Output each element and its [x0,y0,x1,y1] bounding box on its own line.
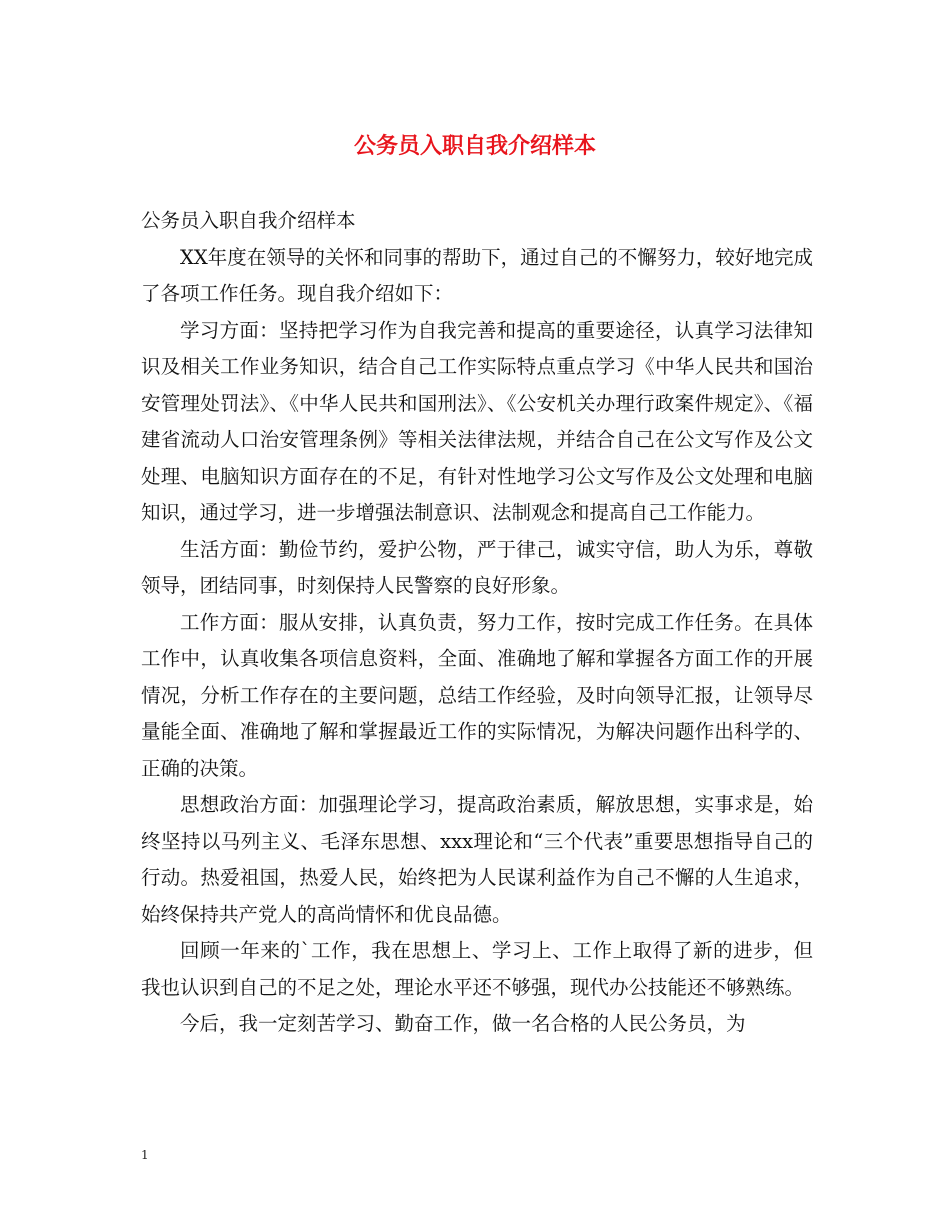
document-body [141,203,813,1043]
paragraph-politics: 思想政治方面：加强理论学习，提高政治素质，解放思想，实事求是，始终坚持以马列主义、毛泽东思想、xxx理论和“三个代表”重要思想指导自己的行动。热爱祖国，热爱人民，始终把为人民谋利益作为自己不懈的人生追求，始终保持共产党人的高尚情怀和优良品德。 [141,793,813,926]
paragraph-review: 回顾一年来的`工作，我在思想上、学习上、工作上取得了新的进步，但我也认识到自己的不足之处，理论水平还不够强，现代办公技能还不够熟练。 [141,939,813,999]
paragraph-work: 工作方面：服从安排，认真负责，努力工作，按时完成工作任务。在具体工作中，认真收集各项信息资料，全面、准确地了解和掌握各方面工作的开展情况，分析工作存在的主要问题，总结工作经验，及时向领导汇报，让领导尽量能全面、准确地了解和掌握最近工作的实际情况，为解决问题作出科学的、正确的决策。 [141,610,813,780]
paragraph-study: 学习方面：坚持把学习作为自我完善和提高的重要途径，认真学习法律知识及相关工作业务知识，结合自己工作实际特点重点学习《中华人民共和国治安管理处罚法》、《中华人民共和国刑法》、《公安机关办理行政案件规定》、《福建省流动人口治安管理条例》等相关法律法规，并结合自己在公文写作及公文处理、电脑知识方面存在的不足，有针对性地学习公文写作及公文处理和电脑知识，通过学习，进一步增强法制意识、法制观念和提高自己工作能力。 [141,318,813,524]
document-title: 公务员入职自我介绍样本 [353,133,596,159]
paragraph-life: 生活方面：勤俭节约，爱护公物，严于律己，诚实守信，助人为乐，尊敬领导，团结同事，时刻保持人民警察的良好形象。 [141,537,813,597]
page-number: 1 [141,1148,149,1162]
paragraph-intro: XX年度在领导的关怀和同事的帮助下，通过自己的不懈努力，较好地完成了各项工作任务。现自我介绍如下： [141,245,813,305]
paragraph-future: 今后，我一定刻苦学习、勤奋工作，做一名合格的人民公务员，为 [180,1012,746,1035]
paragraph-subtitle: 公务员入职自我介绍样本 [141,209,356,232]
